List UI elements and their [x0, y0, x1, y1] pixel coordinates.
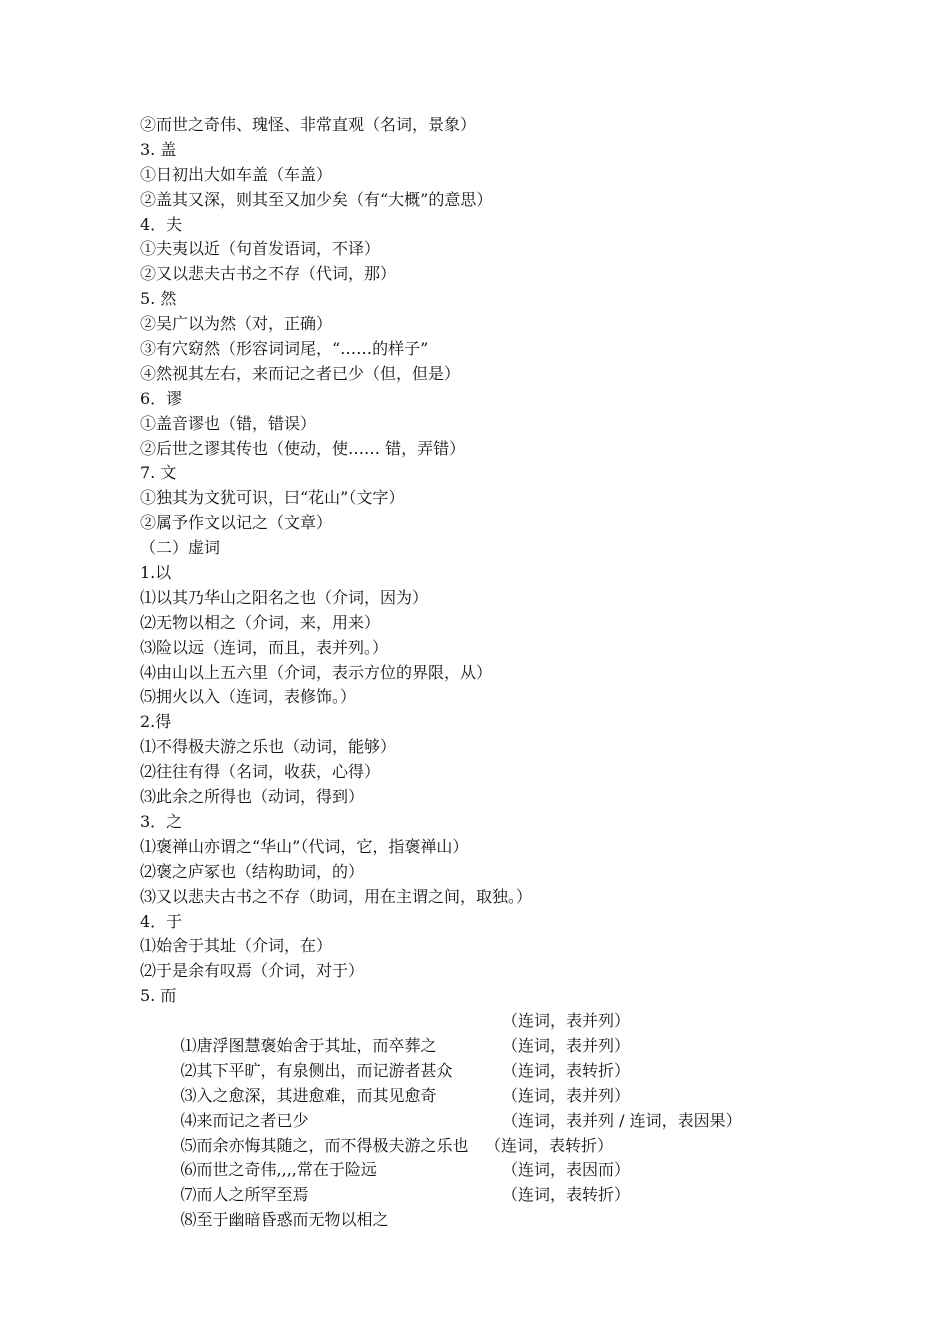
text-line: ⑴褒禅山亦谓之“华山”（代词，它，指褒禅山）	[140, 836, 469, 856]
er-item-note: （连词，表转折）	[502, 1060, 631, 1080]
er-item-text: ⑴唐浮图慧褒始舍于其址，而卒葬之	[180, 1035, 437, 1055]
er-item-text: ⑷来而记之者已少	[180, 1110, 309, 1130]
er-item	[140, 1183, 631, 1230]
section-heading: 7. 文	[140, 463, 177, 483]
text-line: ②后世之谬其传也（使动，使…… 错，弄错）	[140, 438, 466, 458]
text-line: ⑵无物以相之（介词，来，用来）	[140, 612, 381, 632]
text-line: ⑵往往有得（名词，收获，心得）	[140, 762, 381, 782]
er-item-note: （连词，表因而）	[502, 1160, 631, 1180]
er-item-note: （连词，表并列 / 连词，表因果）	[502, 1110, 742, 1130]
text-line: ②又以悲夫古书之不存（代词，那）	[140, 264, 397, 284]
text-line: ②盖其又深，则其至又加少矣（有“大概”的意思）	[140, 189, 493, 209]
text-line: ⑵于是余有叹焉（介词，对于）	[140, 961, 365, 981]
section-heading: 5. 然	[140, 289, 177, 309]
text-line: ①日初出大如车盖（车盖）	[140, 164, 333, 184]
text-line: ①独其为文犹可识，曰“花山”（文字）	[140, 488, 405, 508]
er-item-note: （连词，表并列）	[502, 1011, 631, 1031]
text-line: ⑷由山以上五六里（介词，表示方位的界限，从）	[140, 662, 493, 682]
text-line: ②属予作文以记之（文章）	[140, 513, 333, 533]
text-line: ③有穴窈然（形容词词尾，“……的样子”	[140, 339, 429, 359]
section-heading: 4．夫	[140, 214, 183, 234]
er-item-note: （连词，表并列）	[502, 1035, 631, 1055]
text-line: ⑸拥火以入（连词，表修饰。）	[140, 687, 357, 707]
er-item	[140, 1009, 631, 1055]
section-heading: 5. 而	[140, 986, 177, 1006]
er-item-note: （连词，表转折）	[485, 1135, 614, 1155]
er-item-text: ⑺而人之所罕至焉	[180, 1185, 309, 1205]
text-line: ②而世之奇伟、瑰怪、非常直观（名词，景象）	[140, 115, 477, 134]
text-line: ①夫夷以近（句首发语词，不译）	[140, 239, 381, 259]
er-item-note: （连词，表转折）	[502, 1185, 631, 1205]
text-line: ④然视其左右，来而记之者已少（但，但是）	[140, 363, 461, 383]
section-heading: 4．于	[140, 911, 183, 931]
text-line: ②吴广以为然（对，正确）	[140, 314, 333, 334]
section-heading: 3. 盖	[140, 139, 177, 159]
section-heading: （二）虚词	[140, 538, 221, 558]
section-heading: 6．谬	[140, 388, 183, 408]
section-heading: 1.以	[140, 563, 172, 583]
text-line: ⑶险以远（连词，而且，表并列。）	[140, 637, 389, 657]
er-item-note: （连词，表并列）	[502, 1085, 631, 1105]
text-line: ⑶又以悲夫古书之不存（助词，用在主谓之间，取独。）	[140, 886, 533, 906]
er-item-text: ⑵其下平旷，有泉侧出，而记游者甚众	[180, 1060, 453, 1080]
text-line: ⑴不得极夫游之乐也（动词，能够）	[140, 737, 397, 757]
er-item-text: ⑸而余亦悔其随之，而不得极夫游之乐也	[180, 1135, 469, 1155]
section-heading: 2.得	[140, 712, 172, 732]
text-line: ⑵褒之庐冢也（结构助词，的）	[140, 861, 365, 881]
section-heading: 3．之	[140, 811, 183, 831]
er-item-text: ⑶入之愈深，其进愈难，而其见愈奇	[180, 1085, 437, 1105]
document-body	[140, 113, 742, 1230]
text-line: ⑶此余之所得也（动词，得到）	[140, 787, 365, 807]
er-item-text: ⑹而世之奇伟,,,,常在于险远	[180, 1160, 377, 1180]
text-line: ⑴始舍于其址（介词，在）	[140, 936, 333, 956]
text-line: ⑴以其乃华山之阳名之也（介词，因为）	[140, 587, 429, 607]
er-item-text: ⑻至于幽暗昏惑而无物以相之	[180, 1210, 389, 1230]
text-line: ①盖音谬也（错，错误）	[140, 413, 317, 433]
